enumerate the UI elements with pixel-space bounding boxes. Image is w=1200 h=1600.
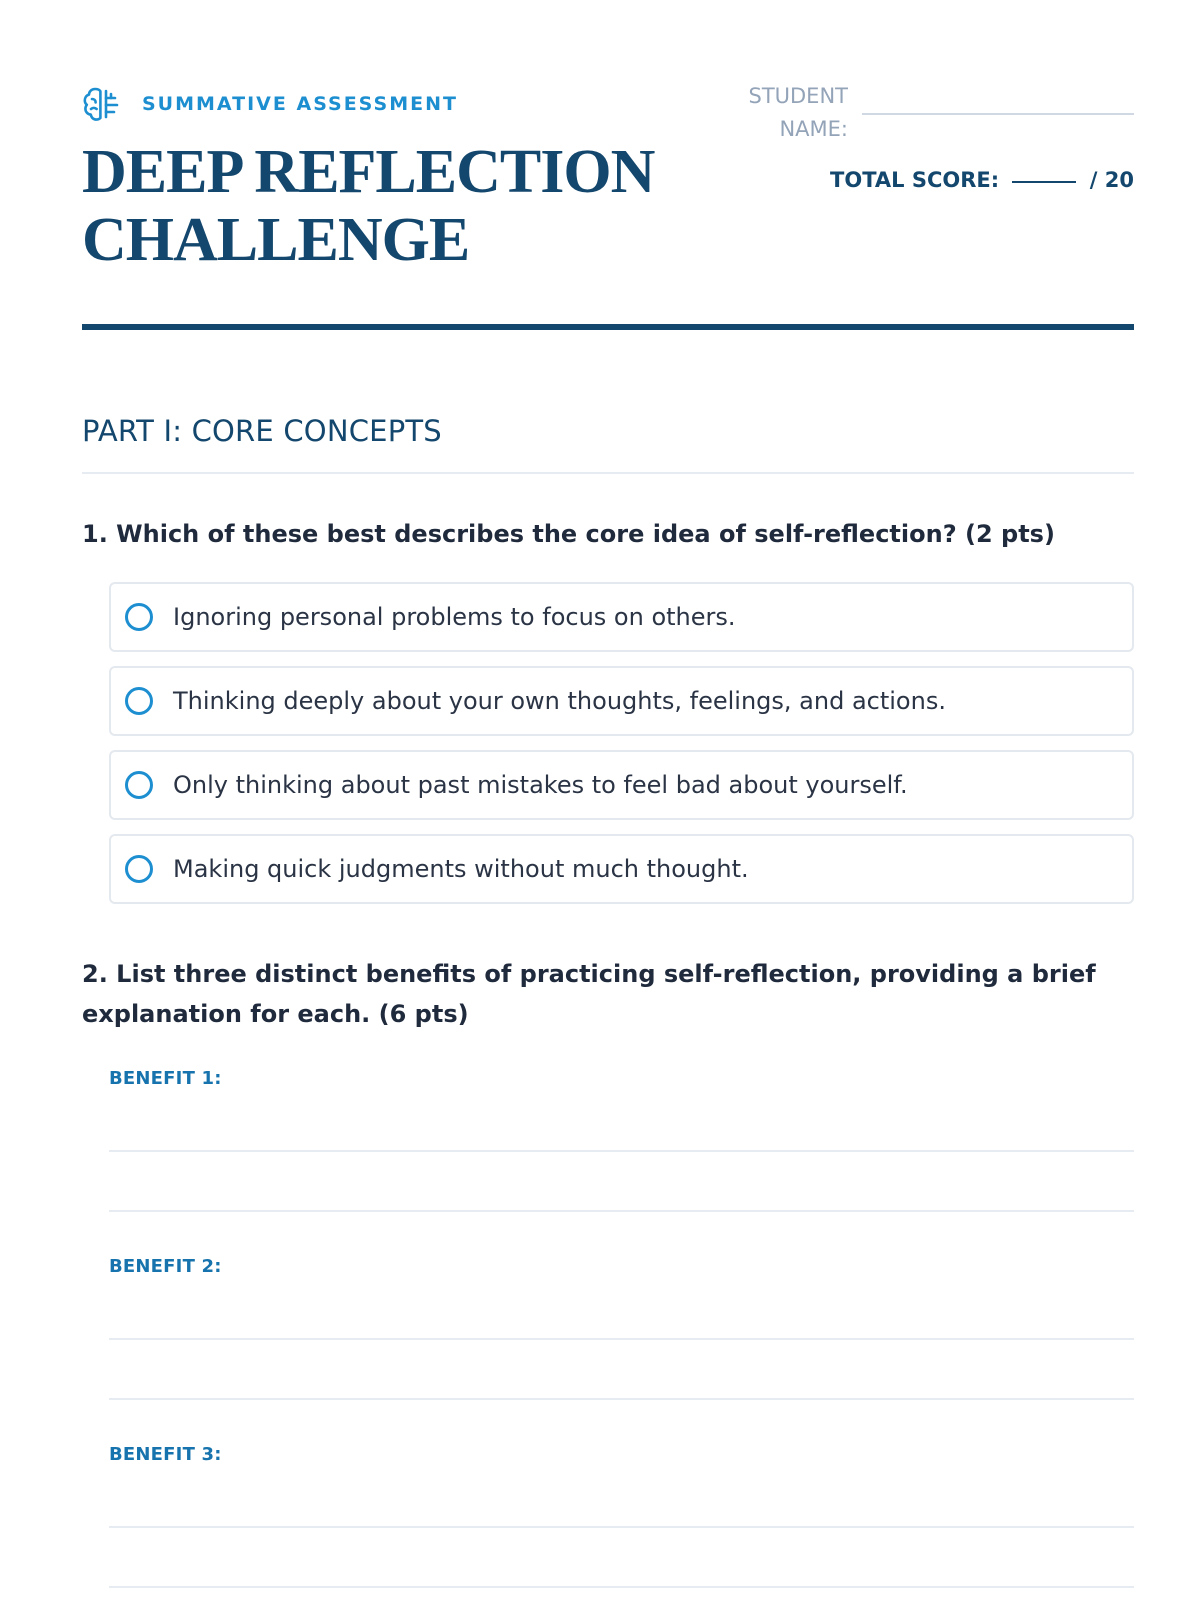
brain-icon [82,85,120,123]
radio-button-icon[interactable] [125,603,153,631]
student-name-field[interactable] [862,80,1134,115]
total-score-label: TOTAL SCORE: [830,168,1000,192]
option-a[interactable] [109,582,1134,652]
total-score [714,168,1134,192]
benefit-3-label: BENEFIT 3: [109,1444,222,1465]
header-divider [82,324,1134,330]
question-1-options [109,582,1134,918]
title-line-1: DEEP REFLECTION [82,138,655,206]
total-score-max: / 20 [1089,168,1134,192]
benefit-3-block [109,1444,1134,1465]
benefit-1-answer-line-2[interactable] [109,1210,1134,1212]
student-name-row [714,80,1134,146]
benefit-2-block [109,1256,1134,1277]
option-text: Only thinking about past mistakes to feel bad about yourself. [173,771,908,799]
benefit-2-answer-line-1[interactable] [109,1338,1134,1340]
benefit-1-block [109,1068,1134,1089]
benefit-1-label: BENEFIT 1: [109,1068,222,1089]
radio-button-icon[interactable] [125,855,153,883]
section-divider [82,472,1134,474]
title-line-2: CHALLENGE [82,206,470,274]
question-2: 2. List three distinct benefits of practicing self-reflection, providing a brief explanation for each. (6 pts) [82,960,1096,1028]
option-b[interactable] [109,666,1134,736]
benefit-3-answer-line-1[interactable] [109,1526,1134,1528]
option-text: Ignoring personal problems to focus on others. [173,603,736,631]
benefit-3-answer-line-2[interactable] [109,1586,1134,1588]
student-meta [714,80,1134,192]
eyebrow-label: SUMMATIVE ASSESSMENT [142,93,458,115]
option-d[interactable] [109,834,1134,904]
total-score-blank[interactable] [1012,181,1076,183]
option-text: Making quick judgments without much thought. [173,855,749,883]
student-name-label: STUDENT NAME: [748,84,848,141]
eyebrow [82,84,458,124]
radio-button-icon[interactable] [125,687,153,715]
assessment-page [82,0,1134,1600]
option-c[interactable] [109,750,1134,820]
header [82,80,1134,340]
option-text: Thinking deeply about your own thoughts, feelings, and actions. [173,687,946,715]
benefit-2-label: BENEFIT 2: [109,1256,222,1277]
section-title-part-1: PART I: CORE CONCEPTS [82,414,442,448]
radio-button-icon[interactable] [125,771,153,799]
page-title [82,138,702,274]
question-1: 1. Which of these best describes the core idea of self-reflection? (2 pts) [82,520,1055,548]
benefit-2-answer-line-2[interactable] [109,1398,1134,1400]
benefit-1-answer-line-1[interactable] [109,1150,1134,1152]
